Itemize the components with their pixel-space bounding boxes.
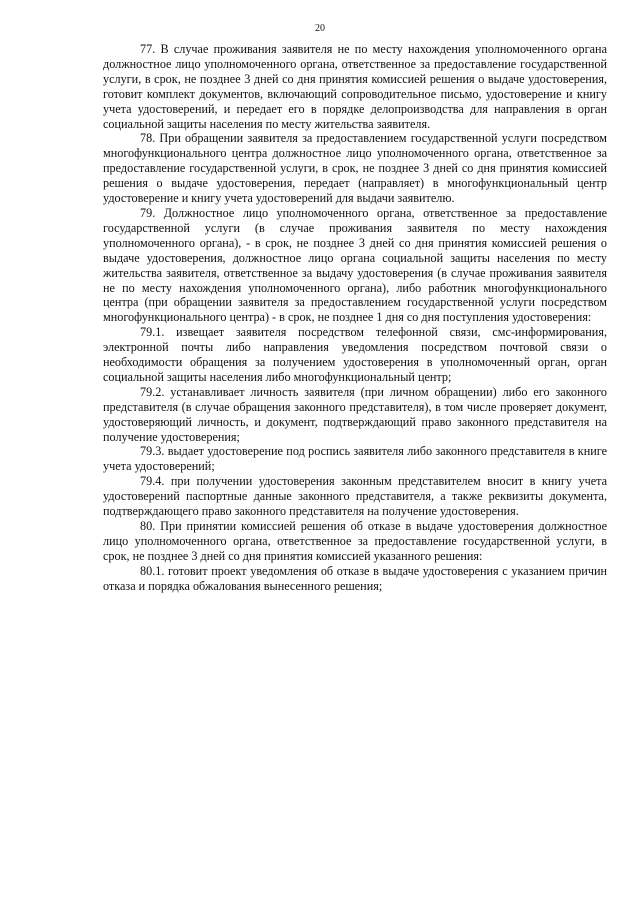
page-number: 20 — [315, 23, 325, 34]
paragraph-80-1: 80.1. готовит проект уведомления об отказе в выдаче удостоверения с указанием причин отказа и порядка обжалования вынесенного решения; — [103, 563, 607, 593]
paragraph-79: 79. Должностное лицо уполномоченного органа, ответственное за предоставление государственной услуги (в случае проживания заявителя по месту нахождения уполномоченного органа), - в срок, не позднее 3 дней со дня принятия комиссией решения о выдаче удостоверения, должностное лицо органа социальной защиты населения по месту жительства заявителя, ответственное за выдачу удостоверения (в случае проживания заявителя не по месту нахождения уполномоченного органа), либо работник многофункционального центра (при обращении заявителя за предоставлением государственной услуги посредством многофункционального центра) - в срок, не позднее 1 дня со дня поступления удостоверения: — [103, 205, 607, 325]
paragraph-77: 77. В случае проживания заявителя не по месту нахождения уполномоченного органа должностное лицо уполномоченного органа, ответственное за предоставление государственной услуги, в срок, не позднее 3 дней со дня принятия комиссией решения о выдаче удостоверения, готовит комплект документов, включающий сопроводительное письмо, удостоверение и книгу учета удостоверений, и передает его в порядке делопроизводства для направления в орган социальной защиты населения по месту жительства заявителя. — [103, 42, 607, 131]
document-body — [103, 42, 607, 594]
paragraph-80: 80. При принятии комиссией решения об отказе в выдаче удостоверения должностное лицо уполномоченного органа, ответственное за предоставление государственной услуги, в срок, не позднее 3 дней со дня принятия комиссией указанного решения: — [103, 519, 607, 563]
paragraph-79-2: 79.2. устанавливает личность заявителя (при личном обращении) либо его законного представителя (в случае обращения законного представителя), в том числе проверяет документ, удостоверяющий личность, и документ, подтверждающий право законного представителя на получение удостоверения; — [103, 384, 607, 444]
paragraph-78: 78. При обращении заявителя за предоставлением государственной услуги посредством многофункционального центра должностное лицо уполномоченного органа, ответственное за предоставление государственной услуги, в срок, не позднее 3 дней со дня принятия комиссией решения о выдаче удостоверения, передает (направляет) в многофункциональный центр удостоверение и книгу учета удостоверений для выдачи заявителю. — [103, 131, 607, 206]
paragraph-79-4: 79.4. при получении удостоверения законным представителем вносит в книгу учета удостоверений паспортные данные законного представителя, а также реквизиты документа, подтверждающего право законного представителя на получение удостоверения. — [103, 474, 607, 519]
paragraph-79-3: 79.3. выдает удостоверение под роспись заявителя либо законного представителя в книге учета удостоверений; — [103, 444, 607, 474]
paragraph-79-1: 79.1. извещает заявителя посредством телефонной связи, смс-информирования, электронной почты либо направления уведомления посредством почтовой связи о необходимости обращения за получением удостоверения в уполномоченный орган, орган социальной защиты населения либо многофункциональный центр; — [103, 325, 607, 384]
